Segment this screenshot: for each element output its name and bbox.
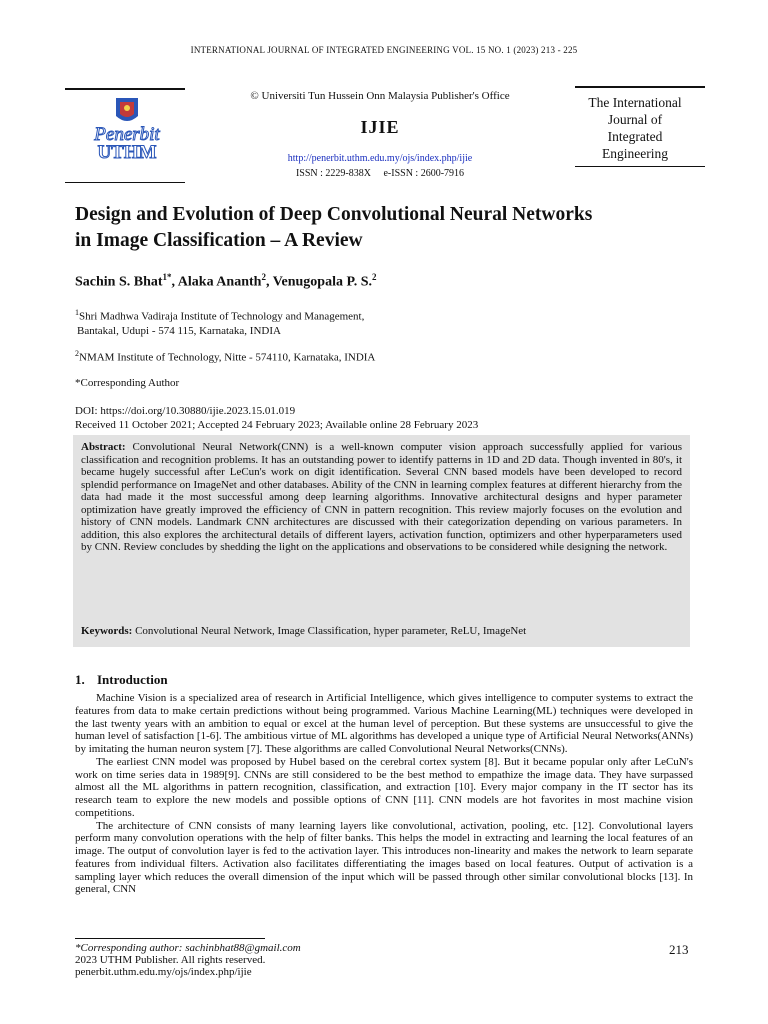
author-name: Alaka Ananth <box>177 274 262 290</box>
author-name: Sachin S. Bhat <box>75 274 163 290</box>
corresponding-email-line <box>75 942 301 954</box>
issn: ISSN : 2229-838X e-ISSN : 2600-7916 <box>295 168 465 179</box>
journal-name <box>580 94 690 162</box>
author-name: Venugopala P. S. <box>272 274 373 290</box>
corr-prefix: *Corresponding author: <box>75 942 186 954</box>
masthead-rule-left-bottom <box>65 182 185 183</box>
affiliation-sup: 2 <box>75 349 79 358</box>
masthead-rule-right-bottom <box>575 166 705 167</box>
footer <box>75 942 301 978</box>
publisher-copyright: © Universiti Tun Hussein Onn Malaysia Publisher's Office <box>250 90 510 102</box>
keywords <box>81 625 526 637</box>
section-heading <box>75 672 168 688</box>
author-sup: 1* <box>162 272 172 282</box>
author-sup: 2 <box>261 272 266 282</box>
affiliation-1 <box>75 306 675 338</box>
uthm-crest-icon <box>84 96 170 162</box>
doi[interactable]: DOI: https://doi.org/10.30880/ijie.2023.15.01.019 <box>75 405 296 417</box>
running-header: INTERNATIONAL JOURNAL OF INTEGRATED ENGINEERING VOL. 15 NO. 1 (2023) 213 - 225 <box>190 45 578 55</box>
journal-name-line: The International <box>588 95 682 110</box>
keywords-text: Convolutional Neural Network, Image Classification, hyper parameter, ReLU, ImageNet <box>135 625 527 637</box>
publisher-logo <box>84 96 170 162</box>
abstract-label: Abstract: <box>81 441 126 453</box>
author-list: Sachin S. Bhat$^{1*}$, Alaka Ananth$^2$, Venugopala P. S.$^2$ <box>75 272 377 290</box>
affiliation-line: Bantakal, Udupi - 574 115, Karnataka, INDIA <box>77 324 281 337</box>
publication-dates: Received 11 October 2021; Accepted 24 February 2023; Available online 28 February 2023 <box>75 419 479 431</box>
journal-abbrev: IJIE <box>360 117 400 137</box>
page-number: 213 <box>669 942 689 957</box>
masthead-rule-left <box>65 88 185 90</box>
footer-copyright: 2023 UTHM Publisher. All rights reserved. <box>75 954 266 966</box>
author-email-link[interactable]: sachinbhat88@gmail.com <box>185 942 301 954</box>
section-body <box>75 692 693 896</box>
footnote-rule <box>75 938 265 939</box>
paper-title <box>75 202 705 254</box>
journal-name-line: Engineering <box>602 146 668 161</box>
affiliation-line: NMAM Institute of Technology, Nitte - 574110, Karnataka, INDIA <box>79 351 376 364</box>
abstract-text: Convolutional Neural Network(CNN) is a well-known computer vision approach successfully applied for various classification and recognition problems. It has an outstanding power to identify patterns in 1D and 2D data. Though invented in 80's, it became hugely successful after LeCun's work on digit identification. Several CNN based models have been developed to record splendid performance on ImageNet and other databases. Ability of the CNN in learning complex features at different hierarchy from the data had made it the most successful among deep learning algorithms. Innovative architectural designs and hyper parameter optimization have greatly improved the efficiency of CNN in pattern recognition. This review majorly focuses on the evolution and history of CNN models. Landmark CNN architectures are discussed with their categorization depending on various parameters. In addition, this also explores the architectural details of different layers, activation function, optimizers and other hyperparameters used by CNN. Review concludes by shedding the light on the applications and observations to be considered while designing the network. <box>81 441 683 554</box>
affiliation-sup: 1 <box>75 308 79 317</box>
logo-text-uthm: UTHM <box>97 142 157 162</box>
section-title: Introduction <box>97 672 168 687</box>
abstract <box>81 441 682 554</box>
logo-text-penerbit: Penerbit <box>94 124 160 145</box>
author-sup: 2 <box>372 272 377 282</box>
title-line-1: Design and Evolution of Deep Convolutional Neural Networks <box>75 204 593 225</box>
journal-name-line: Integrated <box>607 129 663 144</box>
corresponding-author-note: *Corresponding Author <box>75 377 180 389</box>
affiliation-2 <box>75 347 675 365</box>
masthead-rule-right <box>575 86 705 88</box>
paragraph: The architecture of CNN consists of many learning layers like convolutional, activation, pooling, etc. [12]. Convolutional layers perform many convolution operations with the help of filter banks. This helps the model in extracting and learning the local features of an image. The output of convolution layer is fed to the activation layer. This introduces non-linearity and makes the network to learn separate features from individual filters. Activation also facilitates differentiating the images based on local features. Output of activation is a sampling layer which reduces the overall dimension of the input which will be passed through other similar convolutional blocks [13]. In general, CNN <box>75 819 693 896</box>
footer-site-link[interactable]: penerbit.uthm.edu.my/ojs/index.php/ijie <box>75 966 252 978</box>
paragraph: Machine Vision is a specialized area of research in Artificial Intelligence, which gives intelligence to computer systems to extract the features from data to make certain predictions without being programmed. Various Machine Learning(ML) techniques were developed in the last twenty years with an ambition to equal or excel at the human level of perception. But these systems are unsuccessful to give the human level of satisfaction [1-6]. The ambitious virtue of ML algorithms has developed a unique type of Artificial Neural Networks(ANNs) by imitating the human neuron system [7]. These algorithms are called Convolutional Neural Networks(CNNs). <box>75 692 693 755</box>
journal-name-line: Journal of <box>607 112 663 127</box>
journal-url-link[interactable]: http://penerbit.uthm.edu.my/ojs/index.php/ijie <box>287 153 473 164</box>
keywords-label: Keywords: <box>81 625 133 637</box>
title-line-2: in Image Classification – A Review <box>75 230 363 251</box>
abstract-box <box>73 435 690 647</box>
paragraph: The earliest CNN model was proposed by Hubel based on the cerebral cortex system [8]. But it became popular only after LeCuN's work on time series data in 1989[9]. CNNs are still considered to be the best method to empathize the image data. They have surpassed almost all the ML algorithms in pattern recognition, classification, and extraction [10]. Every major company in the IT sector has its research team to explore the new models and possible options of CNN [11]. CNN models are hot favorites in most machine vision competitions. <box>75 755 693 819</box>
section-number: 1. <box>75 672 85 687</box>
affiliation-line: Shri Madhwa Vadiraja Institute of Technology and Management, <box>79 310 365 323</box>
